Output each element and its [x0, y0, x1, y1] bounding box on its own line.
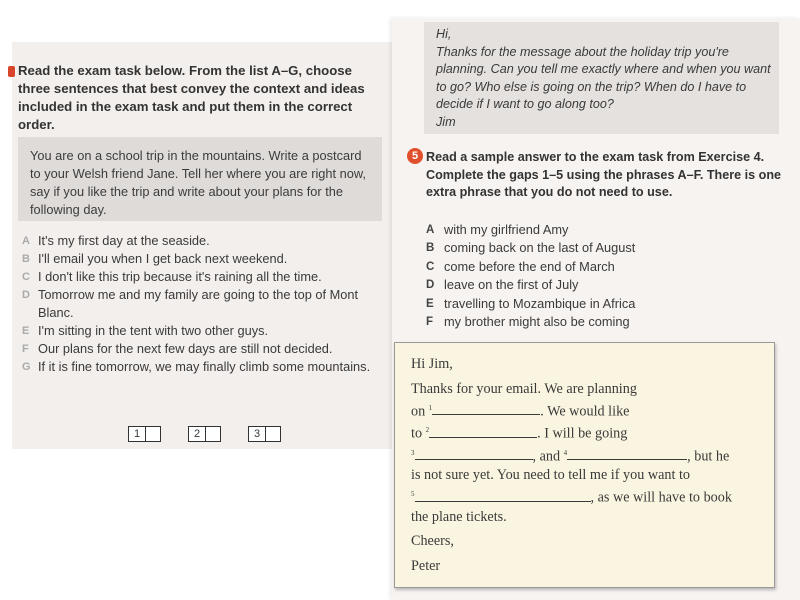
section-marker [8, 66, 15, 77]
answer-boxes [128, 426, 281, 442]
gap-1-blank[interactable] [432, 404, 540, 415]
jim-email-greeting: Hi, [436, 27, 452, 41]
sentence-options-list [22, 232, 382, 376]
gap-3-blank[interactable] [415, 449, 533, 460]
list-item: G If it is fine tomorrow, we may finally climb some mountains. [22, 359, 371, 374]
postcard-signature: Peter [411, 558, 441, 575]
exercise-4-instruction [18, 62, 378, 134]
list-item: E I'm sitting in the tent with two other guys. [22, 323, 269, 338]
exam-task-text: You are on a school trip in the mountains. Write a postcard to your Welsh friend Jane. Tell her where you are right now, say if you like the trip and write about your plans for the following day. [30, 148, 366, 217]
postcard-closing: Cheers, [411, 533, 454, 550]
gap-4-blank[interactable] [567, 449, 687, 460]
answer-box-1[interactable]: 1 [128, 426, 161, 442]
jim-email-text [436, 26, 776, 132]
list-item: E travelling to Mozambique in Africa [426, 295, 636, 311]
answer-box-3[interactable]: 3 [248, 426, 281, 442]
exercise-4-instruction-text: Read the exam task below. From the list A–G, choose three sentences that best convey the context and ideas included in the exam task and put them in the correct order. [18, 63, 365, 132]
exercise-5-number-badge: 5 [407, 148, 423, 164]
jim-email-body: Thanks for the message about the holiday trip you're planning. Can you tell me exactly where and when you want to go? Who else is going on the trip? When do I have to decide if I want to go along too? [436, 44, 771, 112]
list-item: A It's my first day at the seaside. [22, 233, 210, 248]
list-item: D leave on the first of July [426, 277, 579, 293]
list-item: C come before the end of March [426, 258, 615, 274]
exercise-5-instruction: Read a sample answer to the exam task from Exercise 4. Complete the gaps 1–5 using the phrases A–F. There is one extra phrase that you do not need to use. [426, 150, 782, 200]
jim-email-signature: Jim [436, 114, 456, 129]
list-item: C I don't like this trip because it's raining all the time. [22, 269, 322, 284]
postcard-greeting: Hi Jim, [411, 356, 453, 372]
postcard-text: Hi Jim, Thanks for your email. We are planning on $^1$ . We would like to $^2$ . I will be going $^3$ , and $^4$ , but he is not sure yet. You need to tell me if you want to $^5$ , as we will have to book the plane tickets. Cheers, Peter [411, 355, 766, 576]
list-item: A with my girlfriend Amy [426, 222, 569, 237]
list-item: F my brother might also be coming [426, 314, 630, 330]
gap-5-blank[interactable] [415, 491, 591, 502]
list-item: B I'll email you when I get back next weekend. [22, 251, 288, 266]
list-item: B coming back on the last of August [426, 240, 636, 256]
list-item: F Our plans for the next few days are still not decided. [22, 341, 333, 356]
gap-2-blank[interactable] [429, 427, 537, 438]
list-item: D Tomorrow me and my family are going to the top of Mont Blanc. [22, 287, 359, 320]
answer-box-2[interactable]: 2 [188, 426, 221, 442]
phrases-list [426, 221, 786, 331]
